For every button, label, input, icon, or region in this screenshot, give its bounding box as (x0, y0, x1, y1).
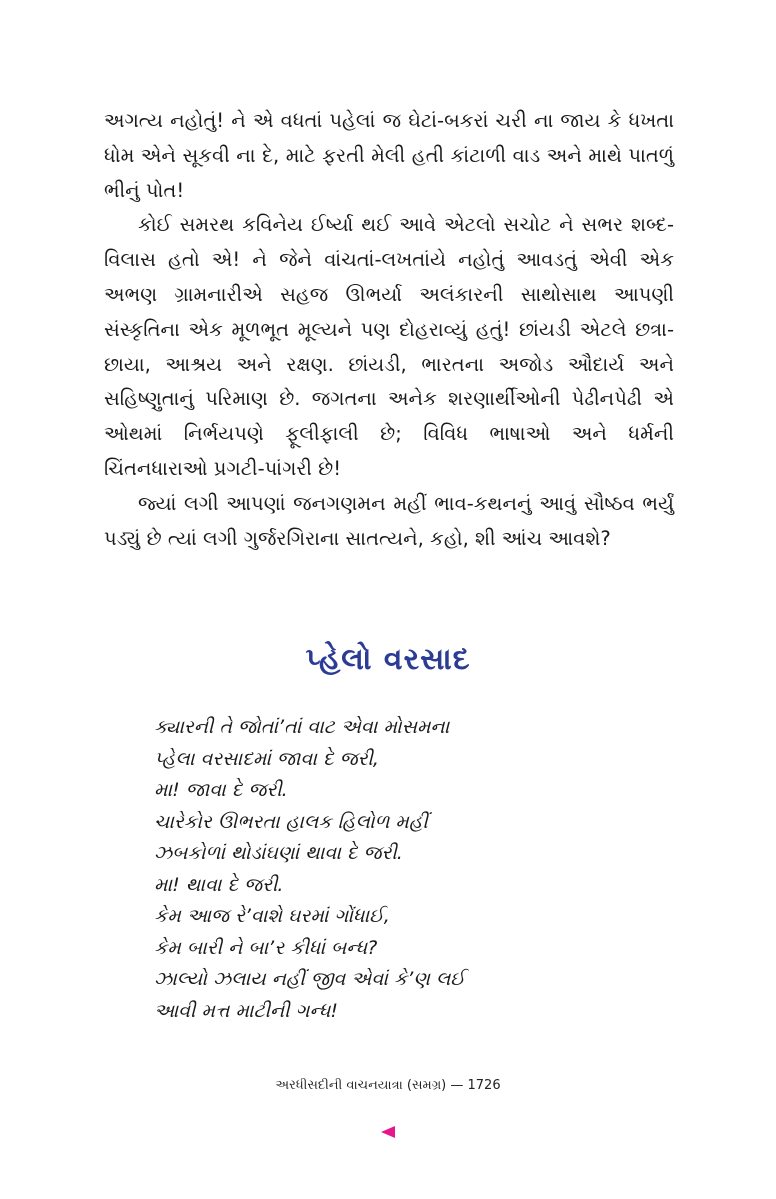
poem-line: પ્હેલા વરસાદમાં જાવા દે જરી, (154, 747, 379, 770)
poem-line: ઝબકોળાં થોડાંઘણાં થાવા દે જરી. (154, 842, 403, 864)
poem-line: ચારેકોર ઊભરતા હાલક હિલોળ મહીં (154, 810, 428, 833)
poem-line: મા! જાવા દે જરી. (154, 779, 288, 801)
prev-page-arrow[interactable] (381, 1126, 395, 1138)
paragraph-2: કોઈ સમરથ કવિનેય ઈર્ષ્યા થઈ આવે એટલો સચોટ ને સભર શબ્દ-વિલાસ હતો એ! ને જેને વાંચતાં-લખતાંયે નહોતું આવડતું એવી એક અભણ ગ્રામનારીએ સહજ ઊભર્યા અલંકારની સાથોસાથ આપણી સંસ્કૃતિના એક મૂળભૂત મૂલ્યને પણ દોહરાવ્યું હતું! છાંયડી એટલે છત્રા-છાયા, આશ્રય અને રક્ષણ. છાંયડી, ભારતના અજોડ ઔદાર્ય અને સહિષ્ણુતાનું પરિમાણ છે. જગતના અનેક શરણાર્થીઓની પેઢીનપેઢી એ ઓથમાં નિર્ભયપણે ફૂલીફાલી છે; વિવિધ ભાષાઓ અને ધર્મની ચિંતનધારાઓ પ્રગટી-પાંગરી છે! (104, 213, 674, 480)
poem-line: કેમ આજ રે’વાશે ઘરમાં ગોંધાઈ, (154, 905, 390, 927)
poem-title: પ્હેલો વરસાદ (305, 642, 471, 677)
poem-line: ઝાલ્યો ઝલાય નહીં જીવ એવાં કે’ણ લઈ (154, 968, 465, 990)
paragraph-1: અગત્ય નહોતું! ને એ વધતાં પહેલાં જ ઘેટાં-બકરાં ચરી ના જાય કે ધખતા ધોમ એને સૂકવી ના દે, માટે ફરતી મેલી હતી કાંટાળી વાડ અને માથે પાતળું ભીનું પોત! (104, 109, 674, 202)
poem-line: ક્યારની તે જોતાં’તાં વાટ એવા મોસમના (154, 716, 450, 738)
triangle-left-icon[interactable] (378, 1124, 398, 1140)
poem-body (154, 712, 674, 1027)
page-footer: અરધીસદીની વાચનયાત્રા (સમગ્ર) — 1726 (275, 1078, 501, 1093)
poem-line: મા! થાવા દે જરી. (154, 873, 284, 896)
poem-line: આવી મત્ત માટીની ગન્ધ! (154, 999, 339, 1022)
poem-line: કેમ બારી ને બા’ર કીધાં બન્ધ? (154, 936, 378, 959)
essay-text (104, 104, 674, 556)
paragraph-3: જ્યાં લગી આપણાં જનગણમન મહીં ભાવ-કથનનું આવું સૌષ્ઠવ ભર્યું પડ્યું છે ત્યાં લગી ગુર્જરગિરાના સાતત્યને, કહો, શી આંચ આવશે? (104, 491, 674, 550)
